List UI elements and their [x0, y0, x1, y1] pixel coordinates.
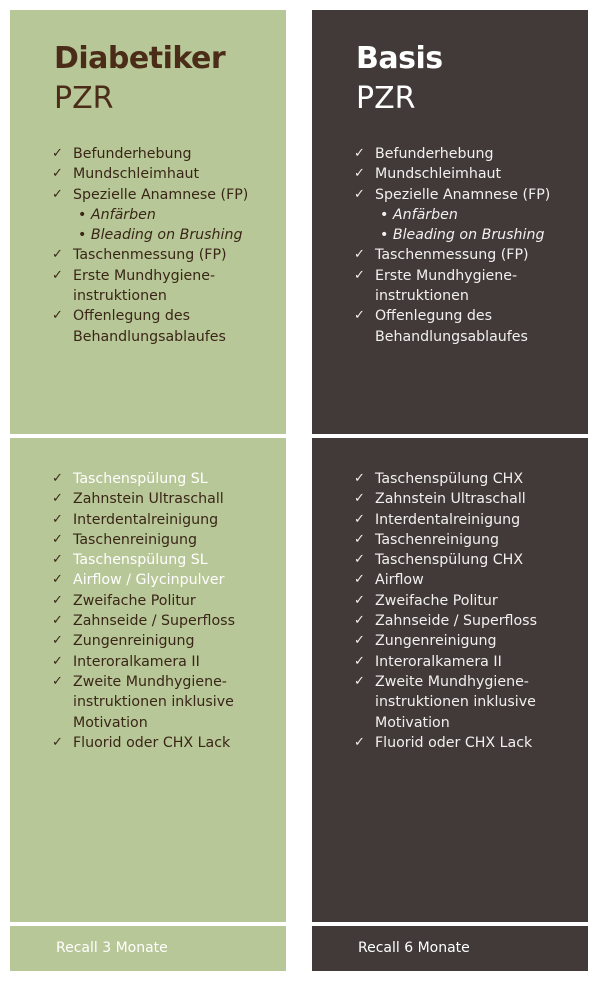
panel-title: Diabetiker — [54, 41, 226, 76]
diabetiker-treatment-panel — [10, 438, 286, 922]
list-item — [354, 306, 582, 326]
sub-list-item: • Bleading on Brushing — [78, 227, 243, 244]
list-item — [52, 591, 280, 611]
list-item-label: Taschenreinigung — [375, 531, 500, 548]
check-icon: ✓ — [52, 186, 63, 202]
list-item-label: Fluorid oder CHX Lack — [73, 734, 231, 751]
list-item — [354, 672, 582, 692]
check-icon: ✓ — [52, 552, 63, 568]
basis-top-panel — [312, 10, 588, 434]
check-icon: ✓ — [52, 613, 63, 629]
list-item — [52, 489, 280, 509]
list-item-label: Taschenspülung CHX — [375, 552, 524, 569]
checklist — [52, 469, 280, 753]
check-icon: ✓ — [52, 592, 63, 608]
list-item-label: Motivation — [73, 714, 148, 731]
list-item — [354, 530, 582, 550]
list-item — [52, 611, 280, 631]
list-item — [52, 185, 280, 205]
list-item-label: Zahnstein Ultraschall — [73, 491, 224, 508]
basis-recall-bar — [312, 926, 588, 971]
list-item-label: Taschenspülung SL — [73, 552, 208, 569]
list-item-label: instruktionen inklusive — [375, 694, 536, 711]
check-icon: ✓ — [354, 592, 365, 608]
list-item-label: instruktionen inklusive — [73, 694, 234, 711]
list-item-label: Offenlegung des — [73, 308, 190, 325]
check-icon: ✓ — [354, 572, 365, 588]
check-icon: ✓ — [354, 166, 365, 182]
list-item — [354, 185, 582, 205]
check-icon: ✓ — [354, 653, 365, 669]
list-item — [52, 672, 280, 692]
list-item — [354, 245, 582, 265]
check-icon: ✓ — [52, 734, 63, 750]
list-item-label: Behandlungsablaufes — [73, 328, 226, 345]
list-item-label: Taschenspülung CHX — [375, 471, 524, 487]
list-item-label: Zweifache Politur — [375, 592, 498, 609]
check-icon: ✓ — [354, 734, 365, 750]
sub-list-item: • Bleading on Brushing — [380, 227, 545, 244]
list-item-label: Airflow / Glycinpulver — [73, 572, 225, 589]
list-item-continuation — [354, 286, 582, 306]
basis-treatment-panel — [312, 438, 588, 922]
check-icon: ✓ — [52, 511, 63, 527]
list-item-label: Taschenmessung (FP) — [73, 247, 227, 264]
list-item — [354, 591, 582, 611]
list-item — [354, 489, 582, 509]
list-item — [354, 266, 582, 286]
list-item — [52, 266, 280, 286]
check-icon: ✓ — [354, 267, 365, 283]
check-icon: ✓ — [52, 247, 63, 263]
list-item-label: Interdentalreinigung — [73, 511, 219, 528]
list-item-label: Airflow — [375, 572, 424, 589]
diabetiker-top-panel — [10, 10, 286, 434]
check-icon: ✓ — [52, 166, 63, 182]
list-item — [52, 550, 280, 570]
list-item — [52, 631, 280, 651]
recall-label: Recall 6 Monate — [358, 940, 470, 956]
panel-subtitle: PZR — [356, 81, 416, 116]
check-icon: ✓ — [52, 308, 63, 324]
checklist — [52, 144, 280, 347]
list-item-label: Zahnseide / Superfloss — [73, 613, 235, 630]
list-item — [52, 733, 280, 753]
list-item-label: Spezielle Anamnese (FP) — [73, 186, 249, 203]
list-item-label: Motivation — [375, 714, 450, 731]
list-item — [354, 510, 582, 530]
list-item-label: Interdentalreinigung — [375, 511, 521, 528]
sub-list-item: • Anfärben — [380, 206, 458, 223]
checklist — [354, 469, 582, 753]
list-item — [52, 510, 280, 530]
check-icon: ✓ — [354, 552, 365, 568]
recall-label: Recall 3 Monate — [56, 940, 168, 956]
check-icon: ✓ — [52, 673, 63, 689]
check-icon: ✓ — [354, 471, 365, 486]
list-item-label: Taschenspülung SL — [73, 471, 208, 487]
check-icon: ✓ — [52, 633, 63, 649]
list-item-continuation — [354, 327, 582, 347]
check-icon: ✓ — [52, 572, 63, 588]
list-item-continuation — [354, 692, 582, 712]
list-item — [52, 652, 280, 672]
list-item-label: Mundschleimhaut — [73, 166, 200, 183]
list-item-continuation — [354, 713, 582, 733]
list-item-label: Spezielle Anamnese (FP) — [375, 186, 551, 203]
check-icon: ✓ — [354, 511, 365, 527]
list-item-label: Zahnstein Ultraschall — [375, 491, 526, 508]
list-item-label: Taschenreinigung — [73, 531, 198, 548]
list-item-label: instruktionen — [375, 288, 469, 305]
list-item — [52, 469, 280, 489]
check-icon: ✓ — [354, 673, 365, 689]
checklist — [354, 144, 582, 347]
panel-title: Basis — [356, 41, 443, 76]
list-item — [52, 144, 280, 164]
check-icon: ✓ — [52, 471, 63, 486]
check-icon: ✓ — [354, 613, 365, 629]
list-item-label: Offenlegung des — [375, 308, 492, 325]
check-icon: ✓ — [52, 531, 63, 547]
check-icon: ✓ — [52, 491, 63, 507]
check-icon: ✓ — [354, 186, 365, 202]
list-item-label: Zungenreinigung — [73, 633, 195, 650]
list-item — [354, 652, 582, 672]
list-item-label: Mundschleimhaut — [375, 166, 502, 183]
list-item-label: Interoralkamera II — [73, 653, 200, 670]
list-item — [354, 550, 582, 570]
list-item-label: Erste Mundhygiene- — [375, 267, 518, 284]
list-item — [354, 570, 582, 590]
diabetiker-recall-bar — [10, 926, 286, 971]
list-item-label: Taschenmessung (FP) — [375, 247, 529, 264]
list-item-label: Interoralkamera II — [375, 653, 502, 670]
check-icon: ✓ — [354, 531, 365, 547]
check-icon: ✓ — [354, 308, 365, 324]
list-item — [52, 530, 280, 550]
list-item — [354, 611, 582, 631]
list-item-continuation — [52, 327, 280, 347]
list-item — [52, 570, 280, 590]
check-icon: ✓ — [354, 633, 365, 649]
list-item-continuation — [52, 286, 280, 306]
check-icon: ✓ — [52, 267, 63, 283]
list-item — [52, 245, 280, 265]
list-item-label: Erste Mundhygiene- — [73, 267, 216, 284]
list-item-label: Zweite Mundhygiene- — [375, 673, 529, 690]
list-item-label: Zweifache Politur — [73, 592, 196, 609]
list-item — [354, 164, 582, 184]
list-item-continuation — [52, 713, 280, 733]
check-icon: ✓ — [354, 491, 365, 507]
list-item-label: Zungenreinigung — [375, 633, 497, 650]
list-item — [354, 144, 582, 164]
check-icon: ✓ — [354, 247, 365, 263]
list-item — [52, 164, 280, 184]
panel-subtitle: PZR — [54, 81, 114, 116]
sub-list-item: • Anfärben — [78, 206, 156, 223]
list-item-label: Zahnseide / Superfloss — [375, 613, 537, 630]
list-item-label: Behandlungsablaufes — [375, 328, 528, 345]
check-icon: ✓ — [354, 146, 365, 161]
list-item-label: instruktionen — [73, 288, 167, 305]
list-item-label: Befunderhebung — [73, 146, 192, 162]
check-icon: ✓ — [52, 146, 63, 161]
list-item-label: Befunderhebung — [375, 146, 494, 162]
list-item — [354, 631, 582, 651]
list-item — [354, 733, 582, 753]
list-item — [354, 469, 582, 489]
list-item-label: Fluorid oder CHX Lack — [375, 734, 533, 751]
list-item-continuation — [52, 692, 280, 712]
list-item-label: Zweite Mundhygiene- — [73, 673, 227, 690]
list-item — [52, 306, 280, 326]
check-icon: ✓ — [52, 653, 63, 669]
